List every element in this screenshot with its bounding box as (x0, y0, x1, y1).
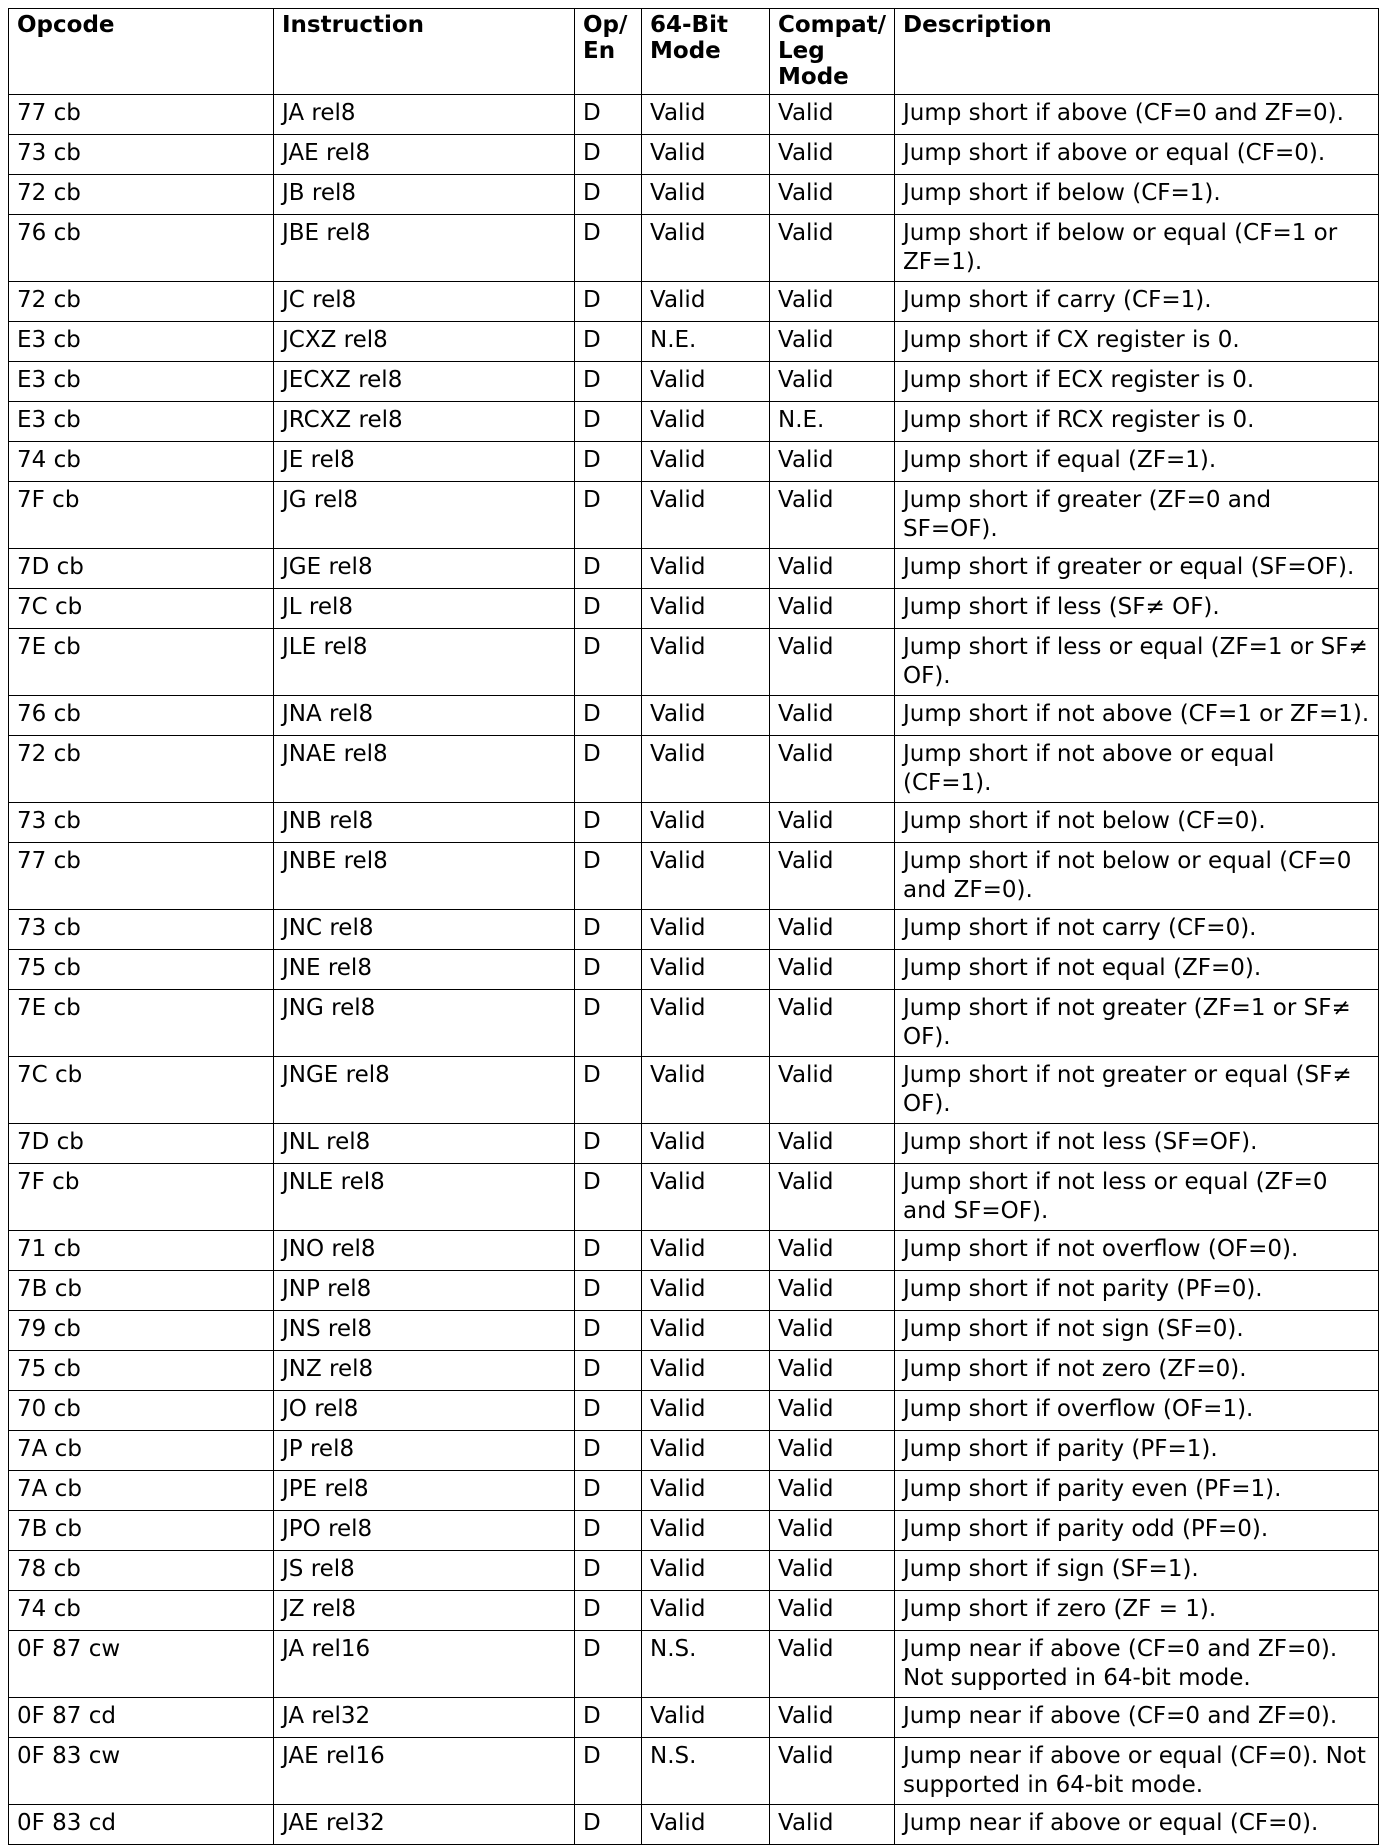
mode64-cell: Valid (642, 402, 770, 442)
instruction-cell: JCXZ rel8 (274, 322, 575, 362)
table-row (9, 1698, 1379, 1738)
mode64-cell: Valid (642, 843, 770, 910)
header-instruction: Instruction (274, 9, 575, 95)
table-header (9, 9, 1379, 95)
mode64-cell: Valid (642, 1698, 770, 1738)
table-row (9, 1738, 1379, 1805)
mode64-cell: Valid (642, 1271, 770, 1311)
description-cell: Jump short if overflow (OF=1). (895, 1391, 1379, 1431)
opcode-cell: 7B cb (9, 1511, 274, 1551)
compat-mode-cell: Valid (770, 1698, 895, 1738)
instruction-cell: JPE rel8 (274, 1471, 575, 1511)
opcode-cell: 75 cb (9, 950, 274, 990)
instruction-cell: JPO rel8 (274, 1511, 575, 1551)
instruction-cell: JNL rel8 (274, 1124, 575, 1164)
op-en-cell: D (575, 175, 642, 215)
opcode-cell: 73 cb (9, 135, 274, 175)
compat-mode-cell: Valid (770, 1057, 895, 1124)
instruction-cell: JNO rel8 (274, 1231, 575, 1271)
mode64-cell: Valid (642, 1351, 770, 1391)
op-en-cell: D (575, 696, 642, 736)
header-row (9, 9, 1379, 95)
table-row (9, 1591, 1379, 1631)
instruction-cell: JP rel8 (274, 1431, 575, 1471)
description-cell: Jump short if not below or equal (CF=0 and ZF=0). (895, 843, 1379, 910)
header-64bit-mode: 64-Bit Mode (642, 9, 770, 95)
mode64-cell: Valid (642, 135, 770, 175)
mode64-cell: Valid (642, 482, 770, 549)
opcode-cell: 7B cb (9, 1271, 274, 1311)
description-cell: Jump short if not overflow (OF=0). (895, 1231, 1379, 1271)
mode64-cell: Valid (642, 1511, 770, 1551)
table-row (9, 696, 1379, 736)
compat-mode-cell: Valid (770, 1591, 895, 1631)
description-cell: Jump near if above or equal (CF=0). (895, 1805, 1379, 1845)
instruction-cell: JA rel8 (274, 95, 575, 135)
opcode-cell: 78 cb (9, 1551, 274, 1591)
compat-mode-cell: Valid (770, 843, 895, 910)
instruction-cell: JNS rel8 (274, 1311, 575, 1351)
table-row (9, 1311, 1379, 1351)
description-cell: Jump short if not less (SF=OF). (895, 1124, 1379, 1164)
opcode-cell: 72 cb (9, 736, 274, 803)
mode64-cell: Valid (642, 1124, 770, 1164)
instruction-cell: JRCXZ rel8 (274, 402, 575, 442)
table-row (9, 910, 1379, 950)
mode64-cell: Valid (642, 1311, 770, 1351)
mode64-cell: Valid (642, 95, 770, 135)
op-en-cell: D (575, 1351, 642, 1391)
opcode-cell: 7F cb (9, 1164, 274, 1231)
opcode-cell: 77 cb (9, 843, 274, 910)
compat-mode-cell: Valid (770, 1511, 895, 1551)
instruction-cell: JNB rel8 (274, 803, 575, 843)
table-row (9, 402, 1379, 442)
table-row (9, 1511, 1379, 1551)
description-cell: Jump short if parity even (PF=1). (895, 1471, 1379, 1511)
description-cell: Jump short if less (SF≠ OF). (895, 589, 1379, 629)
op-en-cell: D (575, 1057, 642, 1124)
compat-mode-cell: Valid (770, 1271, 895, 1311)
description-cell: Jump short if greater (ZF=0 and SF=OF). (895, 482, 1379, 549)
header-opcode: Opcode (9, 9, 274, 95)
op-en-cell: D (575, 1431, 642, 1471)
mode64-cell: Valid (642, 1591, 770, 1631)
instruction-cell: JNP rel8 (274, 1271, 575, 1311)
header-compat-leg-mode: Compat/ Leg Mode (770, 9, 895, 95)
table-row (9, 1551, 1379, 1591)
instruction-cell: JLE rel8 (274, 629, 575, 696)
instruction-cell: JNZ rel8 (274, 1351, 575, 1391)
op-en-cell: D (575, 803, 642, 843)
description-cell: Jump short if not greater or equal (SF≠ OF). (895, 1057, 1379, 1124)
description-cell: Jump short if carry (CF=1). (895, 282, 1379, 322)
instruction-cell: JAE rel32 (274, 1805, 575, 1845)
mode64-cell: Valid (642, 175, 770, 215)
table-row (9, 1351, 1379, 1391)
instruction-cell: JNC rel8 (274, 910, 575, 950)
compat-mode-cell: Valid (770, 910, 895, 950)
compat-mode-cell: N.E. (770, 402, 895, 442)
table-row (9, 1391, 1379, 1431)
description-cell: Jump short if below or equal (CF=1 or ZF=1). (895, 215, 1379, 282)
table-row (9, 1805, 1379, 1845)
compat-mode-cell: Valid (770, 175, 895, 215)
table-row (9, 282, 1379, 322)
opcode-cell: 0F 83 cw (9, 1738, 274, 1805)
instruction-cell: JS rel8 (274, 1551, 575, 1591)
op-en-cell: D (575, 1591, 642, 1631)
opcode-cell: E3 cb (9, 402, 274, 442)
compat-mode-cell: Valid (770, 990, 895, 1057)
description-cell: Jump short if RCX register is 0. (895, 402, 1379, 442)
instruction-cell: JC rel8 (274, 282, 575, 322)
compat-mode-cell: Valid (770, 1164, 895, 1231)
description-cell: Jump short if not below (CF=0). (895, 803, 1379, 843)
compat-mode-cell: Valid (770, 549, 895, 589)
table-row (9, 990, 1379, 1057)
opcode-cell: 76 cb (9, 215, 274, 282)
op-en-cell: D (575, 1271, 642, 1311)
table-row (9, 95, 1379, 135)
description-cell: Jump short if CX register is 0. (895, 322, 1379, 362)
description-cell: Jump near if above (CF=0 and ZF=0). Not supported in 64-bit mode. (895, 1631, 1379, 1698)
instruction-cell: JA rel16 (274, 1631, 575, 1698)
instruction-cell: JO rel8 (274, 1391, 575, 1431)
mode64-cell: Valid (642, 1551, 770, 1591)
op-en-cell: D (575, 1231, 642, 1271)
mode64-cell: Valid (642, 1057, 770, 1124)
mode64-cell: Valid (642, 1391, 770, 1431)
instruction-cell: JNAE rel8 (274, 736, 575, 803)
table-row (9, 1431, 1379, 1471)
description-cell: Jump short if not above (CF=1 or ZF=1). (895, 696, 1379, 736)
op-en-cell: D (575, 1311, 642, 1351)
description-cell: Jump short if not less or equal (ZF=0 and SF=OF). (895, 1164, 1379, 1231)
opcode-cell: 7C cb (9, 589, 274, 629)
compat-mode-cell: Valid (770, 135, 895, 175)
mode64-cell: Valid (642, 910, 770, 950)
description-cell: Jump short if not parity (PF=0). (895, 1271, 1379, 1311)
opcode-table (8, 8, 1379, 1845)
opcode-cell: 0F 87 cw (9, 1631, 274, 1698)
instruction-cell: JL rel8 (274, 589, 575, 629)
description-cell: Jump short if not greater (ZF=1 or SF≠ OF). (895, 990, 1379, 1057)
compat-mode-cell: Valid (770, 1431, 895, 1471)
opcode-cell: 74 cb (9, 1591, 274, 1631)
table-row (9, 1057, 1379, 1124)
description-cell: Jump short if below (CF=1). (895, 175, 1379, 215)
opcode-cell: 79 cb (9, 1311, 274, 1351)
op-en-cell: D (575, 910, 642, 950)
instruction-cell: JG rel8 (274, 482, 575, 549)
compat-mode-cell: Valid (770, 362, 895, 402)
instruction-cell: JZ rel8 (274, 1591, 575, 1631)
description-cell: Jump short if above (CF=0 and ZF=0). (895, 95, 1379, 135)
op-en-cell: D (575, 1391, 642, 1431)
op-en-cell: D (575, 589, 642, 629)
description-cell: Jump short if not carry (CF=0). (895, 910, 1379, 950)
op-en-cell: D (575, 1551, 642, 1591)
table-row (9, 950, 1379, 990)
compat-mode-cell: Valid (770, 95, 895, 135)
opcode-cell: 7D cb (9, 549, 274, 589)
table-row (9, 215, 1379, 282)
instruction-cell: JE rel8 (274, 442, 575, 482)
mode64-cell: Valid (642, 1471, 770, 1511)
instruction-cell: JAE rel16 (274, 1738, 575, 1805)
op-en-cell: D (575, 1124, 642, 1164)
compat-mode-cell: Valid (770, 1231, 895, 1271)
opcode-cell: 0F 83 cd (9, 1805, 274, 1845)
opcode-cell: 7F cb (9, 482, 274, 549)
compat-mode-cell: Valid (770, 629, 895, 696)
instruction-cell: JBE rel8 (274, 215, 575, 282)
description-cell: Jump short if ECX register is 0. (895, 362, 1379, 402)
header-op-en: Op/ En (575, 9, 642, 95)
table-row (9, 629, 1379, 696)
mode64-cell: Valid (642, 1805, 770, 1845)
mode64-cell: Valid (642, 990, 770, 1057)
table-row (9, 175, 1379, 215)
mode64-cell: Valid (642, 362, 770, 402)
description-cell: Jump short if equal (ZF=1). (895, 442, 1379, 482)
opcode-cell: 70 cb (9, 1391, 274, 1431)
description-cell: Jump short if zero (ZF = 1). (895, 1591, 1379, 1631)
compat-mode-cell: Valid (770, 1351, 895, 1391)
opcode-cell: 0F 87 cd (9, 1698, 274, 1738)
table-row (9, 1271, 1379, 1311)
op-en-cell: D (575, 990, 642, 1057)
compat-mode-cell: Valid (770, 1738, 895, 1805)
mode64-cell: Valid (642, 1231, 770, 1271)
opcode-cell: 72 cb (9, 175, 274, 215)
opcode-cell: E3 cb (9, 322, 274, 362)
op-en-cell: D (575, 282, 642, 322)
table-row (9, 322, 1379, 362)
opcode-cell: 73 cb (9, 910, 274, 950)
compat-mode-cell: Valid (770, 589, 895, 629)
mode64-cell: Valid (642, 549, 770, 589)
table-row (9, 549, 1379, 589)
op-en-cell: D (575, 1805, 642, 1845)
op-en-cell: D (575, 736, 642, 803)
opcode-cell: 77 cb (9, 95, 274, 135)
mode64-cell: Valid (642, 442, 770, 482)
instruction-cell: JNA rel8 (274, 696, 575, 736)
opcode-cell: 73 cb (9, 803, 274, 843)
description-cell: Jump short if not equal (ZF=0). (895, 950, 1379, 990)
op-en-cell: D (575, 950, 642, 990)
mode64-cell: N.S. (642, 1738, 770, 1805)
compat-mode-cell: Valid (770, 1631, 895, 1698)
mode64-cell: Valid (642, 950, 770, 990)
op-en-cell: D (575, 843, 642, 910)
table-row (9, 362, 1379, 402)
op-en-cell: D (575, 549, 642, 589)
compat-mode-cell: Valid (770, 736, 895, 803)
mode64-cell: N.S. (642, 1631, 770, 1698)
mode64-cell: N.E. (642, 322, 770, 362)
mode64-cell: Valid (642, 1164, 770, 1231)
instruction-cell: JNG rel8 (274, 990, 575, 1057)
op-en-cell: D (575, 402, 642, 442)
table-row (9, 1164, 1379, 1231)
opcode-cell: 74 cb (9, 442, 274, 482)
description-cell: Jump short if not sign (SF=0). (895, 1311, 1379, 1351)
op-en-cell: D (575, 1698, 642, 1738)
mode64-cell: Valid (642, 589, 770, 629)
compat-mode-cell: Valid (770, 950, 895, 990)
compat-mode-cell: Valid (770, 482, 895, 549)
opcode-cell: 7A cb (9, 1431, 274, 1471)
op-en-cell: D (575, 629, 642, 696)
table-row (9, 1471, 1379, 1511)
description-cell: Jump short if above or equal (CF=0). (895, 135, 1379, 175)
compat-mode-cell: Valid (770, 282, 895, 322)
opcode-cell: 7E cb (9, 629, 274, 696)
op-en-cell: D (575, 215, 642, 282)
op-en-cell: D (575, 1738, 642, 1805)
opcode-cell: 7A cb (9, 1471, 274, 1511)
compat-mode-cell: Valid (770, 1805, 895, 1845)
op-en-cell: D (575, 135, 642, 175)
table-row (9, 135, 1379, 175)
op-en-cell: D (575, 482, 642, 549)
mode64-cell: Valid (642, 282, 770, 322)
mode64-cell: Valid (642, 1431, 770, 1471)
op-en-cell: D (575, 1471, 642, 1511)
description-cell: Jump short if less or equal (ZF=1 or SF≠ OF). (895, 629, 1379, 696)
mode64-cell: Valid (642, 696, 770, 736)
opcode-cell: 75 cb (9, 1351, 274, 1391)
description-cell: Jump short if not above or equal (CF=1). (895, 736, 1379, 803)
table-row (9, 482, 1379, 549)
instruction-cell: JA rel32 (274, 1698, 575, 1738)
compat-mode-cell: Valid (770, 1551, 895, 1591)
op-en-cell: D (575, 1164, 642, 1231)
table-row (9, 442, 1379, 482)
opcode-cell: 7C cb (9, 1057, 274, 1124)
description-cell: Jump short if parity (PF=1). (895, 1431, 1379, 1471)
table-body (9, 95, 1379, 1845)
instruction-cell: JNE rel8 (274, 950, 575, 990)
compat-mode-cell: Valid (770, 1471, 895, 1511)
description-cell: Jump short if not zero (ZF=0). (895, 1351, 1379, 1391)
description-cell: Jump short if parity odd (PF=0). (895, 1511, 1379, 1551)
instruction-cell: JGE rel8 (274, 549, 575, 589)
mode64-cell: Valid (642, 803, 770, 843)
instruction-cell: JAE rel8 (274, 135, 575, 175)
table-row (9, 1124, 1379, 1164)
instruction-cell: JNBE rel8 (274, 843, 575, 910)
description-cell: Jump short if sign (SF=1). (895, 1551, 1379, 1591)
op-en-cell: D (575, 95, 642, 135)
compat-mode-cell: Valid (770, 1311, 895, 1351)
instruction-cell: JNLE rel8 (274, 1164, 575, 1231)
opcode-cell: 71 cb (9, 1231, 274, 1271)
table-row (9, 843, 1379, 910)
instruction-cell: JB rel8 (274, 175, 575, 215)
opcode-cell: E3 cb (9, 362, 274, 402)
mode64-cell: Valid (642, 629, 770, 696)
compat-mode-cell: Valid (770, 696, 895, 736)
compat-mode-cell: Valid (770, 442, 895, 482)
table-row (9, 589, 1379, 629)
description-cell: Jump near if above or equal (CF=0). Not supported in 64-bit mode. (895, 1738, 1379, 1805)
op-en-cell: D (575, 1511, 642, 1551)
op-en-cell: D (575, 1631, 642, 1698)
op-en-cell: D (575, 322, 642, 362)
compat-mode-cell: Valid (770, 322, 895, 362)
compat-mode-cell: Valid (770, 1391, 895, 1431)
compat-mode-cell: Valid (770, 215, 895, 282)
table-row (9, 736, 1379, 803)
op-en-cell: D (575, 362, 642, 402)
opcode-cell: 7D cb (9, 1124, 274, 1164)
compat-mode-cell: Valid (770, 803, 895, 843)
table-row (9, 803, 1379, 843)
table-row (9, 1631, 1379, 1698)
opcode-cell: 7E cb (9, 990, 274, 1057)
compat-mode-cell: Valid (770, 1124, 895, 1164)
description-cell: Jump short if greater or equal (SF=OF). (895, 549, 1379, 589)
opcode-cell: 76 cb (9, 696, 274, 736)
instruction-cell: JECXZ rel8 (274, 362, 575, 402)
description-cell: Jump near if above (CF=0 and ZF=0). (895, 1698, 1379, 1738)
header-description: Description (895, 9, 1379, 95)
table-row (9, 1231, 1379, 1271)
mode64-cell: Valid (642, 736, 770, 803)
opcode-cell: 72 cb (9, 282, 274, 322)
mode64-cell: Valid (642, 215, 770, 282)
op-en-cell: D (575, 442, 642, 482)
instruction-cell: JNGE rel8 (274, 1057, 575, 1124)
